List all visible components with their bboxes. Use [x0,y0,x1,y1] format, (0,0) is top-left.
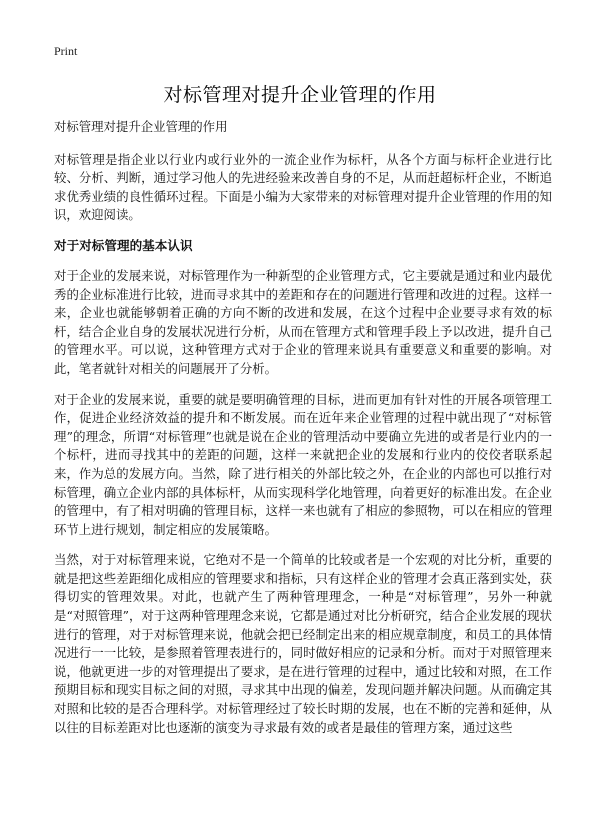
body-paragraph: 当然，对于对标管理来说，它绝对不是一个简单的比较或者是一个宏观的对比分析，重要的就是把这些差距细化成相应的管理要求和指标，只有这样企业的管理才会真正落到实处，获得切实的管理效果。对此，也就产生了两种管理理念，一种是“对标管理”，另外一种就是“对照管理”，对于这两种管理理念来说，它都是通过对比分析研究，结合企业发展的现状进行的管理，对于对标管理来说，他就会把已经制定出来的相应规章制度，和员工的具体情况进行一一比较，是参照着管理表进行的，同时做好相应的记录和分析。而对于对照管理来说，他就更进一步的对管理提出了要求，是在进行管理的过程中，通过比较和对照，在工作预期目标和现实目标之间的对照，寻求其中出现的偏差，发现问题并解决问题。从而确定其对照和比较的是否合理科学。对标管理经过了较长时期的发展，也在不断的完善和延伸，从以往的目标差距对比也逐渐的演变为寻求最有效的或者是最佳的管理方案，通过这些 [54,552,552,735]
page-title: 对标管理对提升企业管理的作用 [163,84,437,106]
print-link[interactable]: Print [54,44,78,58]
section-heading: 对于对标管理的基本认识 [54,237,193,253]
body-paragraph: 对于企业的发展来说，对标管理作为一种新型的企业管理方式，它主要就是通过和业内最优秀的企业标准进行比较，进而寻求其中的差距和存在的问题进行管理和改进的过程。这样一来，企业也就能够朝着正确的方向不断的改进和发展，在这个过程中企业要寻求有效的标杆，结合企业自身的发展状况进行分析，从而在管理方式和管理手段上予以改进，提升自己的管理水平。可以说，这种管理方式对于企业的管理来说具有重要意义和重要的影响。对此，笔者就针对相关的问题展开了分析。 [54,267,552,376]
intro-paragraph: 对标管理是指企业以行业内或行业外的一流企业作为标杆，从各个方面与标杆企业进行比较、分析、判断，通过学习他人的先进经验来改善自身的不足，从而赶超标杆企业，不断追求优秀业绩的良性循环过程。下面是小编为大家带来的对标管理对提升企业管理的作用的知识，欢迎阅读。 [54,151,552,223]
article-body [54,118,552,749]
article-subtitle: 对标管理对提升企业管理的作用 [54,119,228,134]
body-paragraph: 对于企业的发展来说，重要的就是要明确管理的目标，进而更加有针对性的开展各项管理工作，促进企业经济效益的提升和不断发展。而在近年来企业管理的过程中就出现了“对标管理”的理念，所谓“对标管理”也就是说在企业的管理活动中要确立先进的或者是行业内的一个标杆，进而寻找其中的差距的问题，这样一来就把企业的发展和行业内的佼佼者联系起来，作为总的发展方向。当然，除了进行相关的外部比较之外，在企业的内部也可以推行对标管理，确立企业内部的具体标杆，从而实现科学化地管理，向着更好的标准出发。在企业的管理中，有了相对明确的管理目标，这样一来也就有了相应的参照物，可以在相应的管理环节上进行规划，制定相应的发展策略。 [54,391,552,537]
